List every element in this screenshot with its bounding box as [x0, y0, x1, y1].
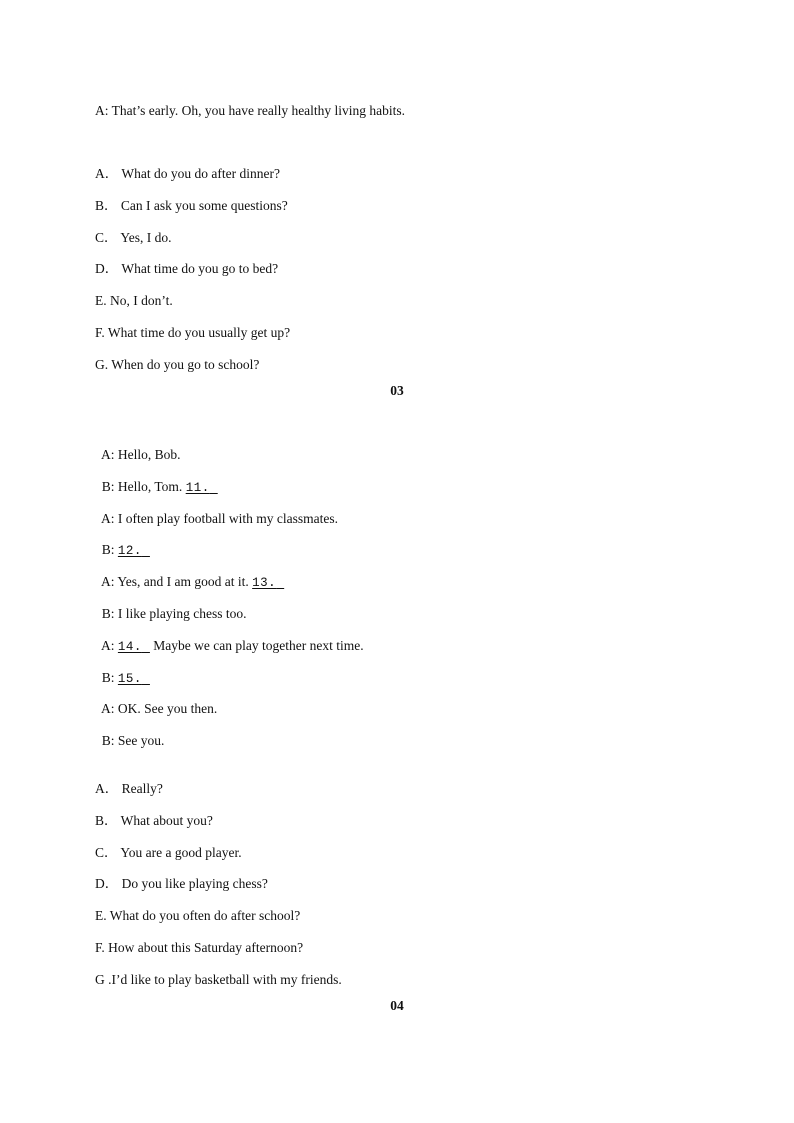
dialogue-line	[95, 495, 338, 527]
option-g: G .I’d like to play basketball with my friends.	[95, 972, 342, 987]
dialogue-line	[95, 558, 284, 591]
dialogue-line	[95, 622, 364, 655]
option-b: B． Can I ask you some questions?	[95, 198, 288, 213]
answer-blank-12[interactable]: 12.	[117, 544, 142, 558]
dialogue-text: A: Hello, Bob.	[101, 447, 181, 462]
dialogue-text: A: I often play football with my classmates.	[101, 511, 338, 526]
dialogue-text: A: Yes, and I am good at it.	[101, 574, 253, 589]
option-g: G. When do you go to school?	[95, 357, 260, 372]
option-f: F. How about this Saturday afternoon?	[95, 940, 304, 955]
dialogue-line: A: That’s early. Oh, you have really healthy living habits.	[95, 103, 406, 118]
dialogue-line	[95, 685, 217, 717]
dialogue-text: B:	[101, 542, 118, 557]
option-f: F. What time do you usually get up?	[95, 325, 291, 340]
dialogue-line	[95, 526, 150, 559]
dialogue-line	[95, 590, 246, 622]
option-d: D． Do you like playing chess?	[95, 876, 268, 891]
section-heading-03: 03	[390, 383, 404, 398]
dialogue-line	[95, 717, 164, 749]
dialogue-text: B: See you.	[101, 733, 165, 748]
answer-blank-15[interactable]: 15.	[117, 672, 142, 686]
option-c: C． You are a good player.	[95, 845, 242, 860]
dialogue-text-after: Maybe we can play together next time.	[149, 638, 364, 653]
dialogue-text: B:	[101, 670, 118, 685]
option-e: E. What do you often do after school?	[95, 908, 301, 923]
option-d: D． What time do you go to bed?	[95, 261, 279, 276]
dialogue-text: B: I like playing chess too.	[101, 606, 247, 621]
section-heading-04: 04	[390, 998, 404, 1013]
dialogue-text: A:	[101, 638, 118, 653]
dialogue-line	[95, 463, 218, 496]
option-e: E. No, I don’t.	[95, 293, 173, 308]
option-a: A． Really?	[95, 781, 163, 796]
dialogue-text: A: OK. See you then.	[101, 701, 218, 716]
answer-blank-11[interactable]: 11.	[185, 481, 210, 495]
answer-blank-14[interactable]: 14.	[117, 640, 142, 654]
dialogue-text: B: Hello, Tom.	[101, 479, 186, 494]
answer-blank-13[interactable]: 13.	[252, 576, 277, 590]
option-b: B． What about you?	[95, 813, 213, 828]
option-c: C． Yes, I do.	[95, 230, 172, 245]
dialogue-line	[95, 654, 150, 687]
dialogue-line	[95, 431, 181, 463]
option-a: A． What do you do after dinner?	[95, 166, 280, 181]
